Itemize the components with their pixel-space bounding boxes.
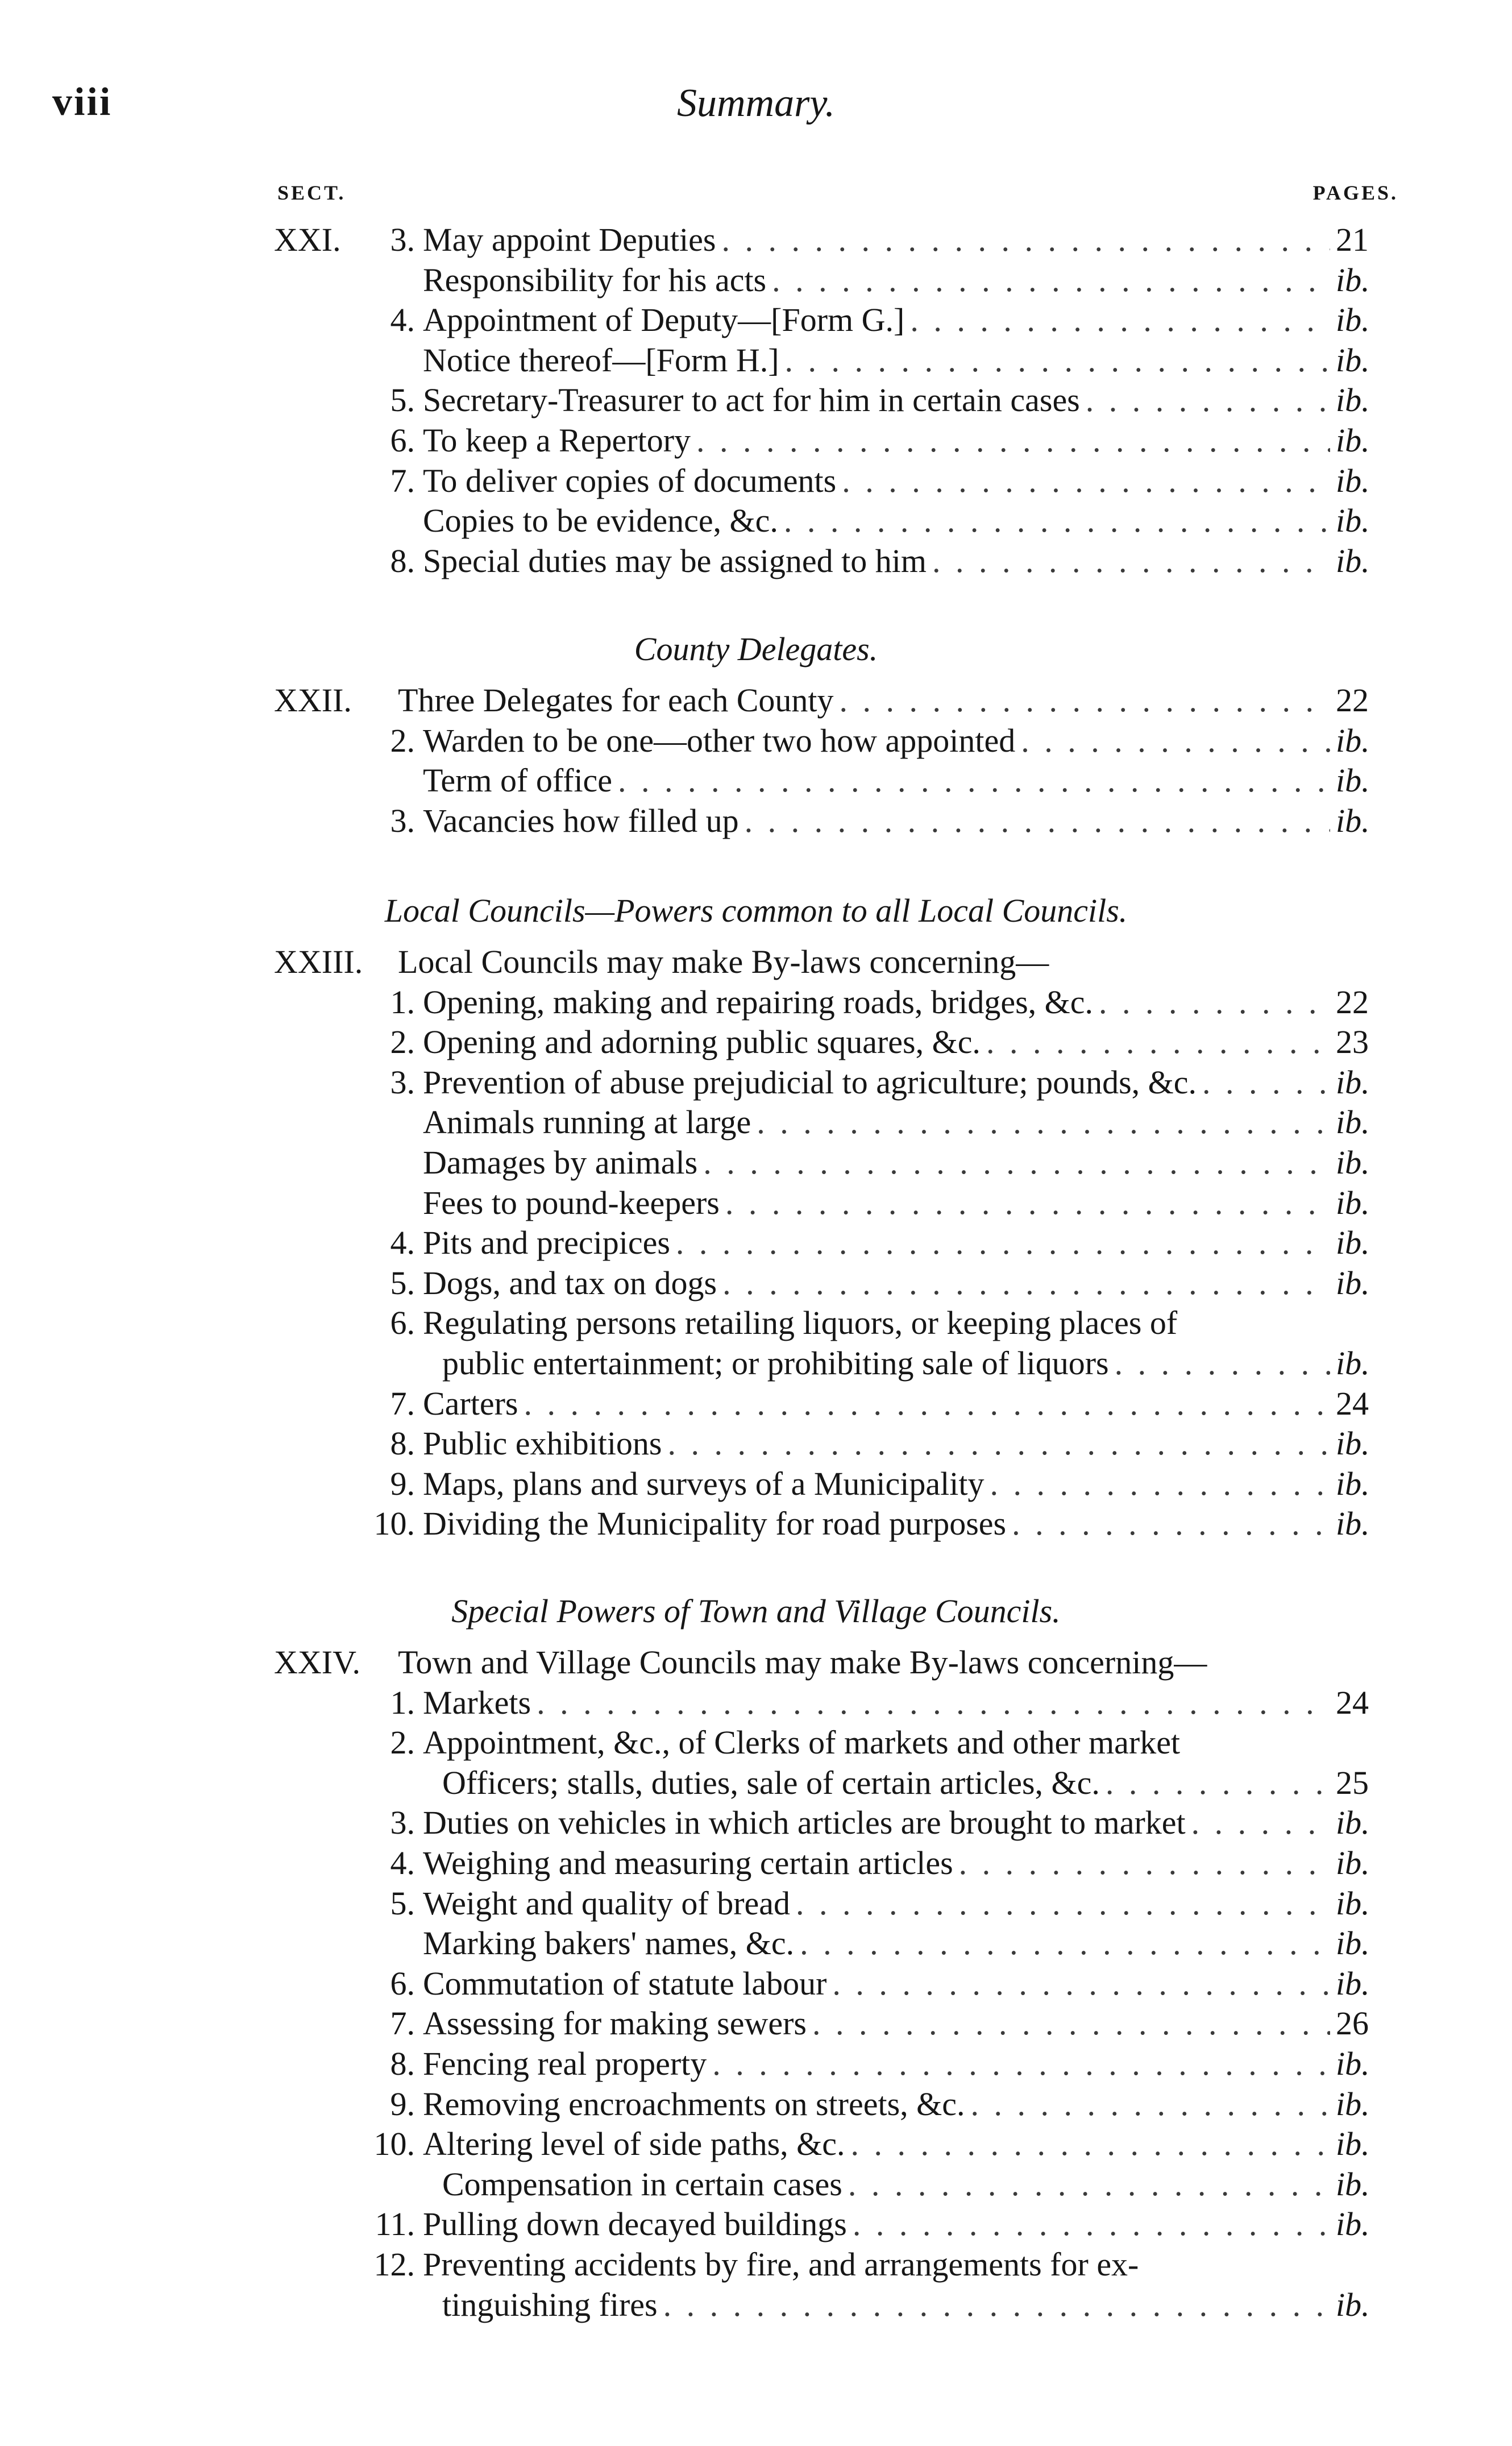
entry-label: Prevention of abuse prejudicial to agriculture; pounds, &c.	[423, 1063, 1197, 1101]
dot-leader	[784, 500, 1330, 541]
dot-leader	[1021, 720, 1330, 761]
dot-leader	[524, 1383, 1331, 1424]
entry-text	[423, 1022, 1330, 1063]
column-header-pages: PAGES.	[1312, 181, 1398, 204]
page-reference: 24	[1336, 1684, 1369, 1721]
dot-leader	[812, 2003, 1330, 2044]
page-reference: ib.	[1336, 1264, 1370, 1301]
entry-label: To keep a Repertory	[423, 422, 691, 459]
summary-row	[0, 2003, 1512, 2044]
article-number: 4.	[390, 1224, 415, 1262]
entry-text	[423, 219, 1330, 260]
entry-label: Appointment, &c., of Clerks of markets and other market	[423, 1724, 1181, 1761]
entry-label: Appointment of Deputy—[Form G.]	[423, 301, 905, 339]
article-number: 6.	[390, 422, 415, 459]
entry-label: Weighing and measuring certain articles	[423, 1844, 953, 1881]
article-number: 3.	[390, 802, 415, 839]
page-reference: 22	[1336, 682, 1369, 719]
entry-text	[423, 1843, 1330, 1884]
entry-label: Dogs, and tax on dogs	[423, 1264, 717, 1301]
dot-leader	[848, 2164, 1330, 2205]
page-reference: ib.	[1336, 2125, 1370, 2163]
summary-row	[0, 2124, 1512, 2165]
dot-leader	[959, 1843, 1330, 1884]
page-reference: ib.	[1336, 802, 1370, 839]
page-reference: ib.	[1336, 301, 1370, 339]
summary-row	[0, 760, 1512, 801]
article-number: 3.	[390, 221, 415, 258]
page-reference: ib.	[1336, 1505, 1370, 1543]
summary-row	[0, 2164, 1512, 2205]
entry-text	[423, 300, 1330, 341]
entry-label: To deliver copies of documents	[423, 462, 837, 499]
dot-leader	[842, 461, 1330, 501]
page-reference: ib.	[1336, 1184, 1370, 1221]
page-reference: ib.	[1336, 1925, 1370, 1962]
page-reference: 23	[1336, 1023, 1369, 1061]
article-number: 4.	[390, 301, 415, 339]
page-reference: 24	[1336, 1384, 1369, 1422]
entry-text	[423, 380, 1330, 421]
article-number: 11.	[375, 2205, 415, 2243]
article-number: 2.	[390, 1023, 415, 1061]
article-number: 1.	[390, 1684, 415, 1721]
dot-leader	[1012, 1503, 1330, 1544]
dot-leader	[853, 2204, 1330, 2245]
dot-leader	[932, 541, 1330, 582]
entry-text	[423, 260, 1330, 301]
entry-text	[423, 340, 1330, 381]
article-number: 3.	[390, 1804, 415, 1842]
summary-row	[0, 1722, 1512, 1763]
article-number: 2.	[390, 1724, 415, 1761]
entry-text	[442, 2164, 1330, 2205]
page-reference: ib.	[1336, 1964, 1370, 2002]
entry-label: Notice thereof—[Form H.]	[423, 341, 779, 379]
dot-leader	[676, 1222, 1330, 1263]
summary-row	[0, 300, 1512, 341]
entry-label: Town and Village Councils may make By-laws concerning—	[398, 1644, 1207, 1681]
summary-row	[0, 541, 1512, 582]
entry-label: Removing encroachments on streets, &c.	[423, 2085, 965, 2122]
article-number: 7.	[390, 462, 415, 499]
dot-leader	[990, 1464, 1330, 1504]
page-reference: ib.	[1336, 1884, 1370, 1922]
entry-text	[423, 720, 1330, 761]
summary-row	[0, 260, 1512, 301]
section-number: XXII.	[274, 682, 352, 719]
page-reference: ib.	[1336, 422, 1370, 459]
dot-leader	[1099, 982, 1330, 1023]
entry-text	[423, 1183, 1330, 1224]
article-number: 2.	[390, 722, 415, 759]
dot-leader	[1202, 1062, 1330, 1103]
entry-label: Vacancies how filled up	[423, 802, 739, 839]
entry-text	[423, 982, 1330, 1023]
entry-text	[423, 420, 1330, 461]
summary-row	[0, 1142, 1512, 1183]
summary-row	[0, 1343, 1512, 1384]
article-number: 8.	[390, 1425, 415, 1462]
summary-row	[0, 942, 1512, 982]
entry-label: Three Delegates for each County	[398, 682, 834, 719]
article-number: 7.	[390, 2005, 415, 2042]
article-number: 4.	[390, 1844, 415, 1881]
summary-row	[0, 1222, 1512, 1263]
summary-row	[0, 2043, 1512, 2084]
entry-text	[398, 942, 1398, 982]
article-number: 9.	[390, 1465, 415, 1502]
entry-text	[423, 461, 1330, 501]
article-number: 8.	[390, 2045, 415, 2082]
section-number: XXIII.	[274, 943, 363, 980]
entry-text	[423, 500, 1330, 541]
summary-row	[0, 2285, 1512, 2325]
section-number: XXI.	[274, 221, 341, 258]
entry-label: Markets	[423, 1684, 531, 1721]
entry-text	[423, 1464, 1330, 1504]
entry-text	[398, 1642, 1398, 1683]
entry-label: Pulling down decayed buildings	[423, 2205, 847, 2243]
entry-label: Weight and quality of bread	[423, 1884, 791, 1922]
summary-row	[0, 2244, 1512, 2285]
page-reference: ib.	[1336, 2085, 1370, 2122]
entry-label: public entertainment; or prohibiting sale of liquors	[442, 1345, 1109, 1382]
article-number: 7.	[390, 1384, 415, 1422]
dot-leader	[668, 1423, 1331, 1464]
entry-label: Maps, plans and surveys of a Municipality	[423, 1465, 985, 1502]
summary-row	[0, 1802, 1512, 1843]
dot-leader	[722, 1263, 1330, 1304]
summary-row	[0, 1763, 1512, 1804]
column-header-sect: SECT.	[277, 181, 346, 204]
entry-label: Opening, making and repairing roads, bridges, &c.	[423, 983, 1094, 1021]
summary-row	[0, 500, 1512, 541]
page-reference: ib.	[1336, 1804, 1370, 1842]
entry-label: Fencing real property	[423, 2045, 707, 2082]
dot-leader	[721, 219, 1330, 260]
page-reference: ib.	[1336, 1063, 1370, 1101]
entry-text	[423, 2204, 1330, 2245]
page-reference: ib.	[1336, 341, 1370, 379]
entry-label: Public exhibitions	[423, 1425, 662, 1462]
summary-row	[0, 1464, 1512, 1504]
entry-text	[398, 680, 1330, 721]
dot-leader	[618, 760, 1330, 801]
entry-text	[423, 801, 1330, 841]
entry-text	[423, 1682, 1330, 1723]
entry-label: Secretary-Treasurer to act for him in certain cases	[423, 382, 1080, 419]
summary-row	[0, 420, 1512, 461]
page-reference: 22	[1336, 983, 1369, 1021]
summary-row	[0, 1263, 1512, 1304]
page-reference: ib.	[1336, 722, 1370, 759]
entry-label: May appoint Deputies	[423, 221, 716, 258]
entry-label: Damages by animals	[423, 1144, 698, 1181]
entry-text	[423, 1263, 1330, 1304]
dot-leader	[757, 1102, 1330, 1143]
article-number: 9.	[390, 2085, 415, 2122]
dot-leader	[986, 1022, 1330, 1063]
entry-text	[423, 2043, 1330, 2084]
article-number: 8.	[390, 542, 415, 579]
article-number: 10.	[373, 2125, 415, 2163]
dot-leader	[745, 801, 1330, 841]
entry-text	[423, 1423, 1330, 1464]
page-reference: ib.	[1336, 502, 1370, 540]
article-number: 12.	[373, 2246, 415, 2283]
dot-leader	[663, 2285, 1330, 2325]
summary-row	[0, 1102, 1512, 1143]
summary-row	[0, 1183, 1512, 1224]
dot-leader	[832, 1963, 1330, 2004]
summary-row	[0, 1963, 1512, 2004]
page-reference: ib.	[1336, 2165, 1370, 2203]
summary-row	[0, 720, 1512, 761]
dot-leader	[703, 1142, 1330, 1183]
entry-label: Altering level of side paths, &c.	[423, 2125, 845, 2163]
page-reference: ib.	[1336, 1104, 1370, 1141]
entry-label: Warden to be one—other two how appointed	[423, 722, 1016, 759]
summary-row	[0, 1682, 1512, 1723]
entry-text	[423, 1503, 1330, 1544]
page-reference: ib.	[1336, 261, 1370, 299]
entry-text	[423, 2084, 1330, 2125]
dot-leader	[1106, 1763, 1330, 1804]
section-heading: Special Powers of Town and Village Councils.	[451, 1593, 1061, 1630]
dot-leader	[537, 1682, 1330, 1723]
page-reference: ib.	[1336, 762, 1370, 799]
summary-row	[0, 1642, 1512, 1683]
entry-text	[423, 1102, 1330, 1143]
page-reference: ib.	[1336, 462, 1370, 499]
page-reference: ib.	[1336, 542, 1370, 579]
entry-text	[423, 1222, 1330, 1263]
page-reference: ib.	[1336, 1465, 1370, 1502]
entry-text	[442, 2285, 1330, 2325]
summary-row	[0, 380, 1512, 421]
summary-row	[0, 2084, 1512, 2125]
page-number: viii	[52, 80, 113, 124]
dot-leader	[796, 1883, 1330, 1924]
entry-label: Preventing accidents by fire, and arrangements for ex-	[423, 2246, 1139, 2283]
article-number: 6.	[390, 1964, 415, 2002]
entry-label: Officers; stalls, duties, sale of certain articles, &c.	[442, 1764, 1100, 1801]
article-number: 10.	[373, 1505, 415, 1543]
running-title: Summary.	[676, 81, 836, 125]
entry-label: Fees to pound-keepers	[423, 1184, 720, 1221]
summary-row	[0, 340, 1512, 381]
article-number: 5.	[390, 382, 415, 419]
dot-leader	[696, 420, 1330, 461]
section-heading: Local Councils—Powers common to all Local Councils.	[384, 892, 1128, 929]
section-heading: County Delegates.	[634, 631, 878, 668]
article-number: 5.	[390, 1884, 415, 1922]
entry-label: Compensation in certain cases	[442, 2165, 842, 2203]
page-reference: ib.	[1336, 2045, 1370, 2082]
entry-text	[423, 1062, 1330, 1103]
entry-text	[423, 1963, 1330, 2004]
entry-text	[423, 1923, 1330, 1964]
page-reference: ib.	[1336, 382, 1370, 419]
entry-label: Term of office	[423, 762, 613, 799]
summary-row	[0, 1883, 1512, 1924]
summary-row	[0, 680, 1512, 721]
page-reference: ib.	[1336, 2205, 1370, 2243]
entry-label: Duties on vehicles in which articles are brought to market	[423, 1804, 1186, 1842]
dot-leader	[851, 2124, 1330, 2165]
entry-label: Responsibility for his acts	[423, 261, 767, 299]
entry-label: Opening and adorning public squares, &c.	[423, 1023, 981, 1061]
entry-text	[442, 1343, 1330, 1384]
entry-label: Pits and precipices	[423, 1224, 670, 1262]
entry-text	[423, 1883, 1330, 1924]
entry-label: Local Councils may make By-laws concerning—	[398, 943, 1049, 980]
page-reference: 26	[1336, 2005, 1369, 2042]
entry-text	[423, 1303, 1398, 1344]
dot-leader	[772, 260, 1330, 301]
section-number: XXIV.	[274, 1644, 360, 1681]
entry-text	[423, 2124, 1330, 2165]
summary-row	[0, 1383, 1512, 1424]
article-number: 6.	[390, 1304, 415, 1342]
summary-row	[0, 982, 1512, 1023]
entry-label: Special duties may be assigned to him	[423, 542, 927, 579]
page-reference: ib.	[1336, 1144, 1370, 1181]
page-reference: 21	[1336, 221, 1369, 258]
dot-leader	[712, 2043, 1330, 2084]
entry-label: Commutation of statute labour	[423, 1964, 827, 2002]
dot-leader	[840, 680, 1330, 721]
summary-row	[0, 219, 1512, 260]
entry-label: tinguishing fires	[442, 2286, 658, 2323]
article-number: 5.	[390, 1264, 415, 1301]
page-reference: ib.	[1336, 1844, 1370, 1881]
dot-leader	[1191, 1802, 1330, 1843]
entry-label: Copies to be evidence, &c.	[423, 502, 778, 540]
entry-label: Marking bakers' names, &c.	[423, 1925, 795, 1962]
summary-row	[0, 2204, 1512, 2245]
summary-row	[0, 1022, 1512, 1063]
entry-label: Dividing the Municipality for road purposes	[423, 1505, 1007, 1543]
summary-row	[0, 1843, 1512, 1884]
summary-row	[0, 1923, 1512, 1964]
article-number: 3.	[390, 1063, 415, 1101]
dot-leader	[1115, 1343, 1330, 1384]
summary-row	[0, 1062, 1512, 1103]
summary-row	[0, 1423, 1512, 1464]
page-reference: 25	[1336, 1764, 1369, 1801]
dot-leader	[910, 300, 1330, 341]
entry-text	[423, 1142, 1330, 1183]
summary-row	[0, 1303, 1512, 1344]
entry-text	[423, 1383, 1330, 1424]
dot-leader	[971, 2084, 1330, 2125]
dot-leader	[725, 1183, 1330, 1224]
entry-label: Carters	[423, 1384, 518, 1422]
entry-text	[423, 1802, 1330, 1843]
entry-text	[423, 541, 1330, 582]
summary-row	[0, 801, 1512, 841]
page-reference: ib.	[1336, 1224, 1370, 1262]
entry-text	[423, 760, 1330, 801]
summary-row	[0, 461, 1512, 501]
dot-leader	[785, 340, 1330, 381]
summary-row	[0, 1503, 1512, 1544]
dot-leader	[1086, 380, 1330, 421]
entry-text	[423, 1722, 1398, 1763]
page-reference: ib.	[1336, 1425, 1370, 1462]
page-reference: ib.	[1336, 2286, 1370, 2323]
entry-label: Assessing for making sewers	[423, 2005, 807, 2042]
entry-text	[423, 2003, 1330, 2044]
entry-label: Regulating persons retailing liquors, or keeping places of	[423, 1304, 1178, 1342]
page-reference: ib.	[1336, 1345, 1370, 1382]
entry-text	[442, 1763, 1330, 1804]
entry-label: Animals running at large	[423, 1104, 751, 1141]
article-number: 1.	[390, 983, 415, 1021]
entry-text	[423, 2244, 1398, 2285]
dot-leader	[800, 1923, 1330, 1964]
